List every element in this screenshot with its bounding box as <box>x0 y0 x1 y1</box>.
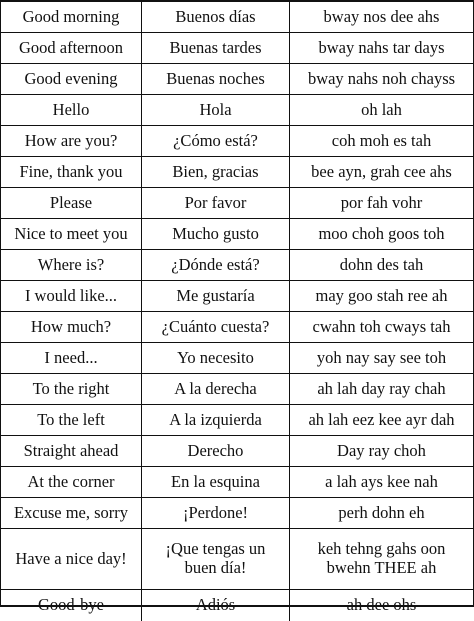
english-phrase-cell: Good-bye <box>1 590 142 621</box>
spanish-phrase-cell: Buenas noches <box>142 64 290 95</box>
spanish-phrase-cell: ¿Dónde está? <box>142 250 290 281</box>
spanish-phrase-cell: Me gustaría <box>142 281 290 312</box>
pronunciation-cell: oh lah <box>290 95 473 126</box>
pronunciation-cell: Day ray choh <box>290 436 473 467</box>
spanish-phrase-cell: Bien, gracias <box>142 157 290 188</box>
spanish-phrase-cell: ¡Que tengas un buen día! <box>142 529 290 590</box>
english-phrase-cell: Straight ahead <box>1 436 142 467</box>
spanish-phrase-cell: Adiós <box>142 590 290 621</box>
english-phrase-cell: Where is? <box>1 250 142 281</box>
english-phrase-cell: Excuse me, sorry <box>1 498 142 529</box>
pronunciation-cell: may goo stah ree ah <box>290 281 473 312</box>
pronunciation-cell: keh tehng gahs oon bwehn THEE ah <box>290 529 473 590</box>
pronunciation-cell: bee ayn, grah cee ahs <box>290 157 473 188</box>
spanish-phrase-cell: ¿Cómo está? <box>142 126 290 157</box>
english-phrase-cell: Good afternoon <box>1 33 142 64</box>
spanish-phrase-cell: Hola <box>142 95 290 126</box>
pronunciation-cell: bway nahs noh chayss <box>290 64 473 95</box>
spanish-phrase-cell: Buenos días <box>142 2 290 33</box>
pronunciation-cell: cwahn toh cways tah <box>290 312 473 343</box>
english-phrase-cell: I need... <box>1 343 142 374</box>
spanish-phrase-cell: Buenas tardes <box>142 33 290 64</box>
english-phrase-cell: Have a nice day! <box>1 529 142 590</box>
spanish-phrase-cell: En la esquina <box>142 467 290 498</box>
pronunciation-cell: ah lah day ray chah <box>290 374 473 405</box>
english-phrase-cell: Nice to meet you <box>1 219 142 250</box>
english-phrase-cell: To the left <box>1 405 142 436</box>
pronunciation-cell: coh moh es tah <box>290 126 473 157</box>
spanish-phrase-cell: Por favor <box>142 188 290 219</box>
english-phrase-cell: Please <box>1 188 142 219</box>
spanish-phrase-cell: A la derecha <box>142 374 290 405</box>
spanish-phrase-cell: Mucho gusto <box>142 219 290 250</box>
english-phrase-cell: Good morning <box>1 2 142 33</box>
english-phrase-cell: I would like... <box>1 281 142 312</box>
english-phrase-cell: How much? <box>1 312 142 343</box>
english-phrase-cell: To the right <box>1 374 142 405</box>
pronunciation-cell: ah dee ohs <box>346 595 417 615</box>
english-phrase-cell: How are you? <box>1 126 142 157</box>
spanish-phrase-cell: ¡Perdone! <box>142 498 290 529</box>
spanish-phrase-cell: Yo necesito <box>142 343 290 374</box>
spanish-phrase-cell: Derecho <box>142 436 290 467</box>
pronunciation-cell: perh dohn eh <box>290 498 473 529</box>
pronunciation-cell: bway nahs tar days <box>290 33 473 64</box>
pronunciation-cell: yoh nay say see toh <box>290 343 473 374</box>
english-phrase-cell: Fine, thank you <box>1 157 142 188</box>
pronunciation-cell: dohn des tah <box>290 250 473 281</box>
pronunciation-cell: bway nos dee ahs <box>290 2 473 33</box>
pronunciation-cell: ah lah eez kee ayr dah <box>290 405 473 436</box>
spanish-phrase-cell: ¿Cuánto cuesta? <box>142 312 290 343</box>
spanish-phrase-cell: A la izquierda <box>142 405 290 436</box>
pronunciation-cell: moo choh goos toh <box>290 219 473 250</box>
pronunciation-cell: por fah vohr <box>290 188 473 219</box>
pronunciation-cell: a lah ays kee nah <box>290 467 473 498</box>
english-phrase-cell: Hello <box>1 95 142 126</box>
english-phrase-cell: At the corner <box>1 467 142 498</box>
english-phrase-cell: Good evening <box>1 64 142 95</box>
